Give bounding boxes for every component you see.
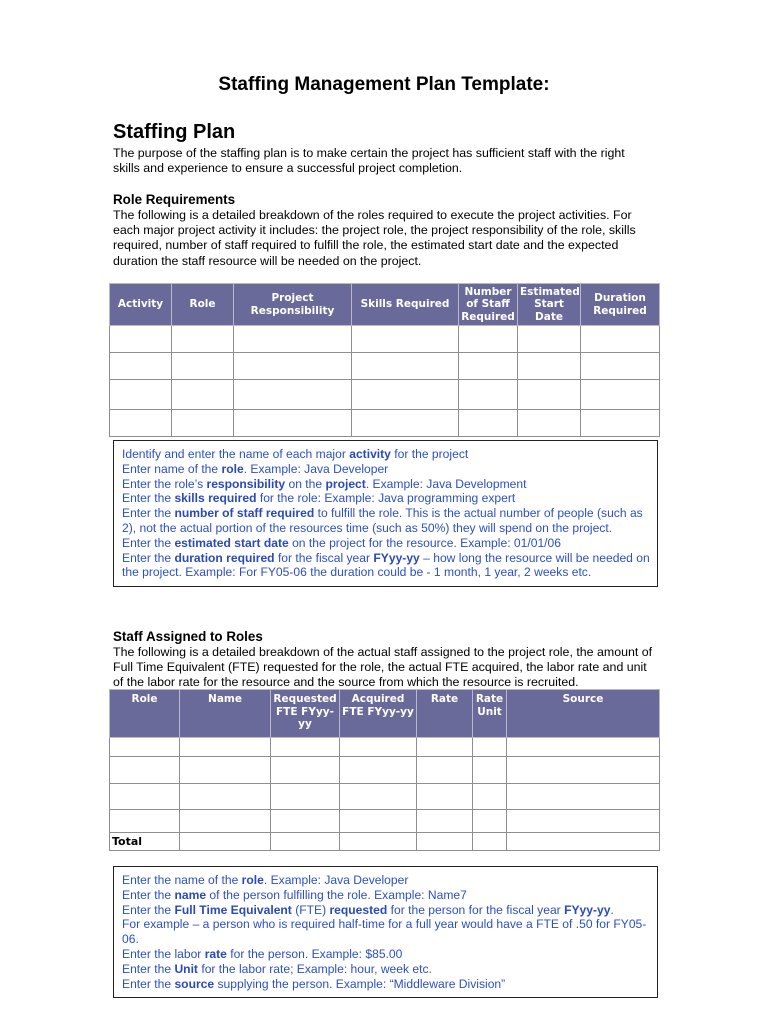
table-cell[interactable] <box>180 784 271 810</box>
staff-assigned-heading: Staff Assigned to Roles <box>113 629 263 644</box>
table-row <box>110 738 660 757</box>
table-cell[interactable] <box>581 326 660 353</box>
col-role: Role <box>110 690 180 738</box>
instruction-keyword: FYyy-yy <box>373 550 420 565</box>
table-row <box>110 757 660 784</box>
table-cell[interactable] <box>340 738 417 757</box>
col-skills-required: Skills Required <box>352 284 459 326</box>
table-cell[interactable] <box>340 757 417 784</box>
instruction-text: of the person fulfilling the role. Example: Name7 <box>206 887 467 902</box>
table-cell[interactable] <box>352 326 459 353</box>
table-cell[interactable] <box>110 410 172 437</box>
instruction-line <box>122 903 650 918</box>
table-cell[interactable] <box>172 353 234 380</box>
table-cell[interactable] <box>172 326 234 353</box>
instruction-text: for the labor rate; Example: hour, week etc. <box>197 961 432 976</box>
instruction-text: Identify and enter the name of each major <box>122 447 350 461</box>
col-number-of-staff-required: Number of Staff Required <box>459 284 518 326</box>
table-cell[interactable] <box>110 380 172 410</box>
instruction-keyword: duration required <box>174 550 275 565</box>
table-cell[interactable] <box>110 757 180 784</box>
table-cell[interactable] <box>172 380 234 410</box>
table-cell[interactable] <box>234 326 352 353</box>
table-cell[interactable] <box>172 410 234 437</box>
table-cell[interactable] <box>110 326 172 353</box>
table-cell[interactable] <box>271 757 340 784</box>
role-requirements-instructions <box>113 440 658 587</box>
staff-assigned-instructions <box>113 866 658 998</box>
col-name: Name <box>180 690 271 738</box>
col-rate-unit: Rate Unit <box>473 690 507 738</box>
table-cell[interactable] <box>518 326 581 353</box>
role-requirements-description: The following is a detailed breakdown of the roles required to execute the project activities. For each major project activity it includes: the project role, the project responsibility of the role, skills required, number of staff required to fulfill the role, the estimated start date and the expected duration the staff resource will be needed on the project. <box>113 208 636 268</box>
instruction-text: For example – a person who is required half-time for a full year would have a FTE of .50 for FY05-06. <box>122 917 647 947</box>
instruction-text: Enter the labor <box>122 946 205 961</box>
instruction-text: . Example: Java Development <box>365 476 527 491</box>
instruction-keyword: Full Time Equivalent <box>174 902 292 917</box>
instruction-line <box>122 506 650 536</box>
instruction-keyword: Unit <box>174 961 198 976</box>
table-row <box>110 410 660 437</box>
table-cell[interactable] <box>417 738 473 757</box>
instruction-keyword: source <box>174 976 215 991</box>
document-title: Staffing Management Plan Template: <box>218 74 550 95</box>
instruction-text: Enter the <box>122 976 175 991</box>
table-cell[interactable] <box>507 810 660 833</box>
col-estimated-start-date: Estimated Start Date <box>518 284 581 326</box>
total-label: Total <box>110 833 180 851</box>
instruction-text: Enter the <box>122 550 175 565</box>
table-cell[interactable] <box>234 410 352 437</box>
instruction-keyword: requested <box>329 902 388 917</box>
table-cell[interactable] <box>110 738 180 757</box>
instruction-text: supplying the person. Example: “Middleware Division” <box>214 976 506 991</box>
role-requirements-heading: Role Requirements <box>113 192 236 207</box>
table-cell[interactable] <box>271 810 340 833</box>
instruction-keyword: skills required <box>174 491 257 506</box>
table-row <box>110 380 660 410</box>
table-cell[interactable] <box>518 353 581 380</box>
table-cell[interactable] <box>417 833 473 851</box>
instruction-keyword: project <box>325 476 366 491</box>
table-row <box>110 353 660 380</box>
instruction-text: for the person for the fiscal year <box>387 902 565 917</box>
total-row <box>110 833 660 851</box>
table-cell[interactable] <box>180 738 271 757</box>
instruction-text: Enter the name of the <box>122 873 242 887</box>
instruction-keyword: role <box>241 873 264 887</box>
table-row <box>110 784 660 810</box>
instruction-text: to fulfill the role. This is the actual number of people (such as 2), not the actual portion of the resources time (such as 50%) they will spend on the project. <box>122 506 643 535</box>
instruction-keyword: activity <box>349 447 391 461</box>
instruction-text: Enter the <box>122 961 175 976</box>
instruction-line <box>122 477 650 492</box>
instruction-text: Enter the role’s <box>122 476 207 491</box>
instruction-line <box>122 873 650 888</box>
table-cell[interactable] <box>340 833 417 851</box>
table-cell[interactable] <box>473 810 507 833</box>
instruction-line <box>122 917 650 947</box>
table-cell[interactable] <box>271 738 340 757</box>
role-requirements-table <box>109 283 660 437</box>
instruction-line <box>122 462 650 477</box>
col-acquired-fte: Acquired FTE FYyy-yy <box>340 690 417 738</box>
table-cell[interactable] <box>518 410 581 437</box>
table-row <box>110 810 660 833</box>
staffing-plan-heading: Staffing Plan <box>113 121 236 143</box>
instruction-text: for the project <box>390 447 469 461</box>
instruction-text: for the person. Example: $85.00 <box>226 946 403 961</box>
col-project-responsibility: Project Responsibility <box>234 284 352 326</box>
table-cell[interactable] <box>180 810 271 833</box>
staffing-plan-intro: The purpose of the staffing plan is to make certain the project has sufficient staff with the right skills and experience to ensure a successful project completion. <box>113 146 625 176</box>
table-row <box>110 326 660 353</box>
table-cell[interactable] <box>417 810 473 833</box>
instruction-line <box>122 536 650 551</box>
instruction-text: on the <box>285 476 326 491</box>
table-cell[interactable] <box>234 353 352 380</box>
table-cell[interactable] <box>352 380 459 410</box>
col-source: Source <box>507 690 660 738</box>
table-cell[interactable] <box>110 810 180 833</box>
instruction-line <box>122 551 650 581</box>
table-cell[interactable] <box>340 810 417 833</box>
col-role: Role <box>172 284 234 326</box>
col-requested-fte: Requested FTE FYyy-yy <box>271 690 340 738</box>
instruction-text: Enter name of the <box>122 461 222 476</box>
table-cell[interactable] <box>473 738 507 757</box>
table-cell[interactable] <box>352 410 459 437</box>
table-cell[interactable] <box>180 757 271 784</box>
instruction-text: (FTE) <box>291 902 330 917</box>
instruction-line <box>122 447 650 462</box>
col-duration-required: Duration Required <box>581 284 660 326</box>
instruction-text: for the role: Example: Java programming expert <box>256 491 516 506</box>
table-cell[interactable] <box>110 353 172 380</box>
instruction-line <box>122 947 650 962</box>
instruction-keyword: rate <box>204 946 227 961</box>
table-cell[interactable] <box>459 380 518 410</box>
table-cell[interactable] <box>518 380 581 410</box>
table-cell[interactable] <box>507 738 660 757</box>
table-cell[interactable] <box>110 784 180 810</box>
instruction-keyword: responsibility <box>206 476 286 491</box>
instruction-text: Enter the <box>122 902 175 917</box>
instruction-keyword: estimated start date <box>174 535 289 550</box>
instruction-line <box>122 977 650 992</box>
instruction-keyword: number of staff required <box>174 506 315 521</box>
instruction-keyword: name <box>174 887 207 902</box>
col-rate: Rate <box>417 690 473 738</box>
table-cell[interactable] <box>473 784 507 810</box>
table-cell[interactable] <box>459 326 518 353</box>
instruction-line <box>122 888 650 903</box>
table-cell[interactable] <box>234 380 352 410</box>
table-cell[interactable] <box>352 353 459 380</box>
table-cell[interactable] <box>340 784 417 810</box>
table-cell[interactable] <box>473 757 507 784</box>
table-cell[interactable] <box>271 784 340 810</box>
table-cell[interactable] <box>507 757 660 784</box>
col-activity: Activity <box>110 284 172 326</box>
staff-assigned-table <box>109 689 660 851</box>
staff-assigned-description: The following is a detailed breakdown of the actual staff assigned to the project role, the amount of Full Time Equivalent (FTE) requested for the role, the actual FTE acquired, the labor rate and unit of the labor rate for the resource and the source from which the resource is recruited. <box>113 645 653 690</box>
table-cell[interactable] <box>271 833 340 851</box>
table-cell[interactable] <box>459 410 518 437</box>
instruction-text: . Example: Java Developer <box>243 461 389 476</box>
table-cell[interactable] <box>180 833 271 851</box>
table-cell[interactable] <box>581 410 660 437</box>
table-cell[interactable] <box>417 757 473 784</box>
instruction-text: . <box>610 902 614 917</box>
table-cell[interactable] <box>507 833 660 851</box>
table-cell[interactable] <box>581 380 660 410</box>
instruction-text: – how long the resource will be needed on the project. Example: For FY05-06 the duration could be - 1 month, 1 year, 2 weeks etc. <box>122 550 650 580</box>
instruction-keyword: FYyy-yy <box>564 902 611 917</box>
instruction-text: Enter the <box>122 887 175 902</box>
table-cell[interactable] <box>473 833 507 851</box>
instruction-text: Enter the <box>122 491 175 506</box>
table-cell[interactable] <box>459 353 518 380</box>
instruction-text: Enter the <box>122 506 175 521</box>
instruction-text: Enter the <box>122 535 175 550</box>
table-cell[interactable] <box>581 353 660 380</box>
instruction-line <box>122 962 650 977</box>
instruction-line <box>122 491 650 506</box>
table-cell[interactable] <box>417 784 473 810</box>
table-cell[interactable] <box>507 784 660 810</box>
instruction-text: for the fiscal year <box>274 550 374 565</box>
instruction-text: on the project for the resource. Example: 01/01/06 <box>288 535 561 550</box>
instruction-keyword: role <box>221 461 244 476</box>
instruction-text: . Example: Java Developer <box>263 873 409 887</box>
